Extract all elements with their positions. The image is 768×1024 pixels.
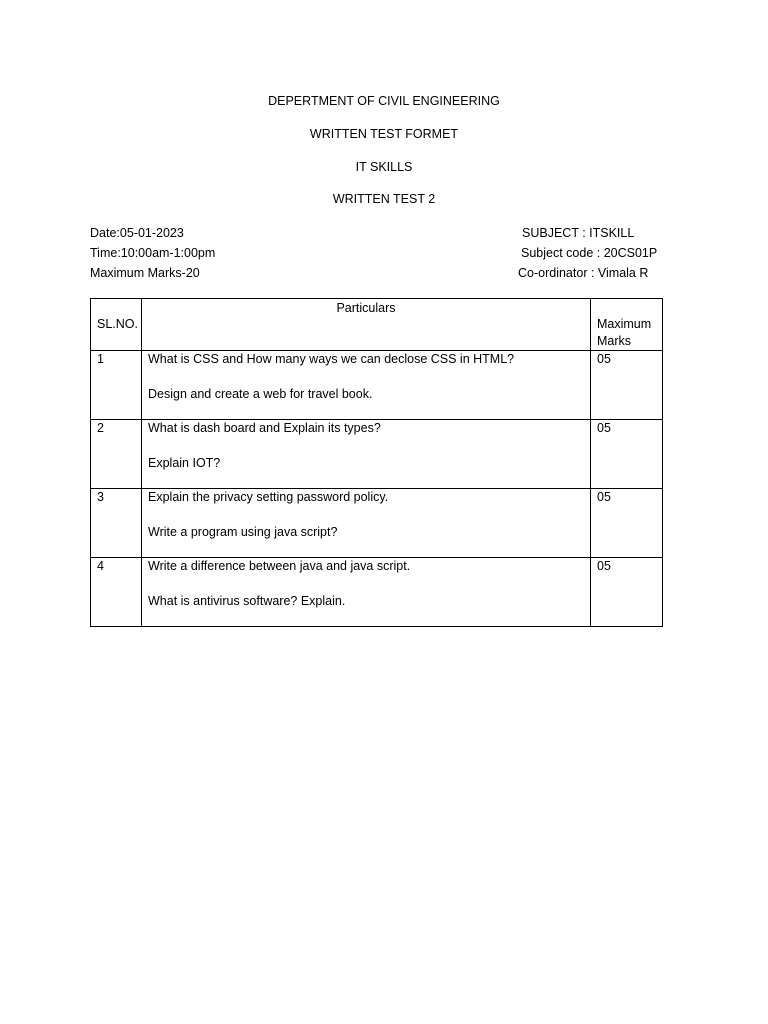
question-text: What is CSS and How many ways we can declose CSS in HTML? [148, 352, 515, 366]
table-row [91, 351, 663, 420]
row-slno: 3 [91, 489, 142, 558]
question-text: Write a program using java script? [148, 525, 338, 539]
table-row [91, 489, 663, 558]
course-heading: IT SKILLS [355, 160, 413, 174]
row-particulars [142, 558, 591, 627]
subject-code-label: Subject code : 20CS01P [521, 246, 658, 260]
question-text: What is dash board and Explain its types? [148, 421, 381, 435]
question-text: Explain the privacy setting password policy. [148, 490, 389, 504]
table-row [91, 558, 663, 627]
row-slno: 2 [91, 420, 142, 489]
subject-label: SUBJECT : ITSKILL [522, 226, 635, 240]
header-particulars: Particulars [336, 301, 396, 315]
question-text: Explain IOT? [148, 456, 221, 470]
max-marks-label: Maximum Marks-20 [90, 266, 200, 280]
date-label: Date:05-01-2023 [90, 226, 184, 240]
row-particulars [142, 351, 591, 420]
time-label: Time:10:00am-1:00pm [90, 246, 216, 260]
question-text: Write a difference between java and java script. [148, 559, 411, 573]
format-heading: WRITTEN TEST FORMET [309, 127, 459, 141]
table-row [91, 420, 663, 489]
coordinator-label: Co-ordinator : Vimala R [518, 266, 649, 280]
question-text: What is antivirus software? Explain. [148, 594, 346, 608]
department-heading: DEPERTMENT OF CIVIL ENGINEERING [268, 94, 500, 108]
question-text: Design and create a web for travel book. [148, 387, 373, 401]
header-marks: Maximum Marks [591, 299, 663, 351]
row-marks: 05 [591, 420, 663, 489]
row-marks: 05 [591, 558, 663, 627]
test-heading: WRITTEN TEST 2 [332, 192, 436, 206]
header-particulars-cell [142, 299, 591, 351]
row-marks: 05 [591, 489, 663, 558]
row-marks: 05 [591, 351, 663, 420]
questions-table [90, 298, 663, 627]
row-particulars [142, 489, 591, 558]
header-slno: SL.NO. [91, 299, 142, 351]
row-slno: 1 [91, 351, 142, 420]
table-header-row [91, 299, 663, 351]
row-slno: 4 [91, 558, 142, 627]
row-particulars [142, 420, 591, 489]
